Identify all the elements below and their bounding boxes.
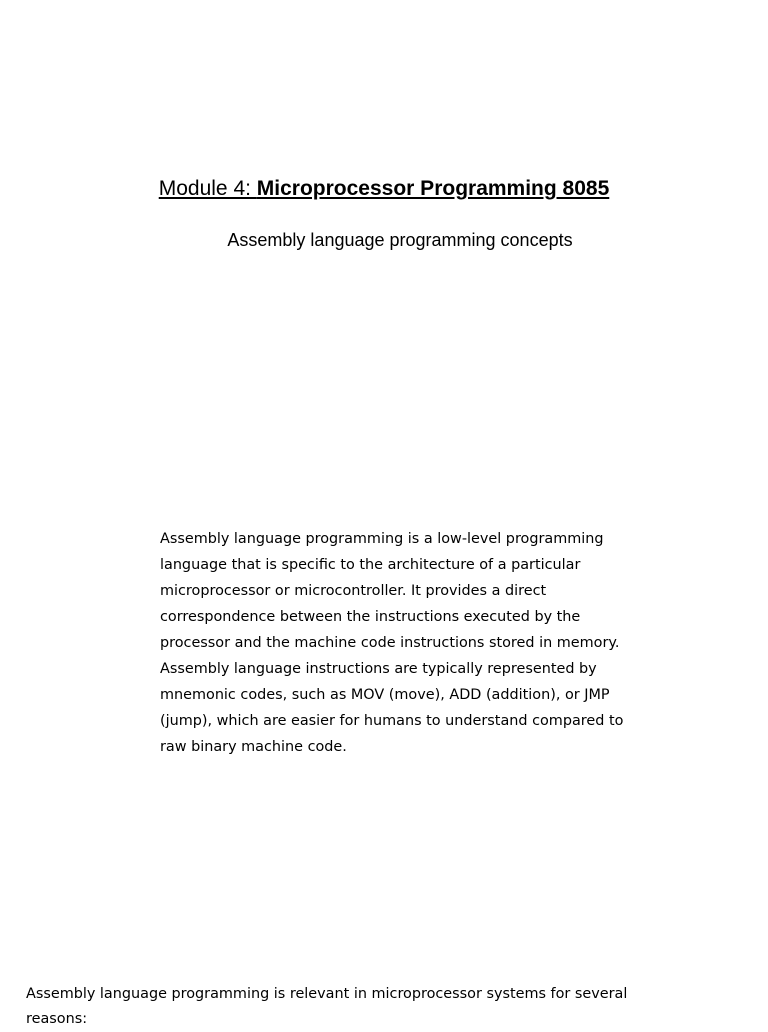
- paragraph-line: language that is specific to the architecture of a particular: [160, 557, 581, 573]
- title-main: Microprocessor Programming 8085: [256, 177, 610, 200]
- paragraph-line: raw binary machine code.: [160, 739, 347, 755]
- page-subtitle: Assembly language programming concepts: [227, 230, 573, 250]
- page-title: [0, 175, 768, 203]
- paragraph-line: microprocessor or microcontroller. It provides a direct: [160, 583, 547, 599]
- paragraph-line: mnemonic codes, such as MOV (move), ADD (addition), or JMP: [160, 687, 610, 703]
- paragraph-line: reasons:: [26, 1011, 88, 1027]
- relevance-paragraph: [26, 982, 746, 1032]
- intro-paragraph: [160, 526, 630, 760]
- title-prefix: Module 4:: [158, 177, 257, 200]
- paragraph-line: Assembly language programming is a low-level programming: [160, 531, 604, 547]
- paragraph-line: (jump), which are easier for humans to understand compared to: [160, 713, 624, 729]
- paragraph-line: processor and the machine code instructions stored in memory.: [160, 635, 620, 651]
- paragraph-line: correspondence between the instructions executed by the: [160, 609, 581, 625]
- paragraph-line: Assembly language programming is relevant in microprocessor systems for several: [26, 986, 628, 1002]
- paragraph-line: Assembly language instructions are typically represented by: [160, 661, 597, 677]
